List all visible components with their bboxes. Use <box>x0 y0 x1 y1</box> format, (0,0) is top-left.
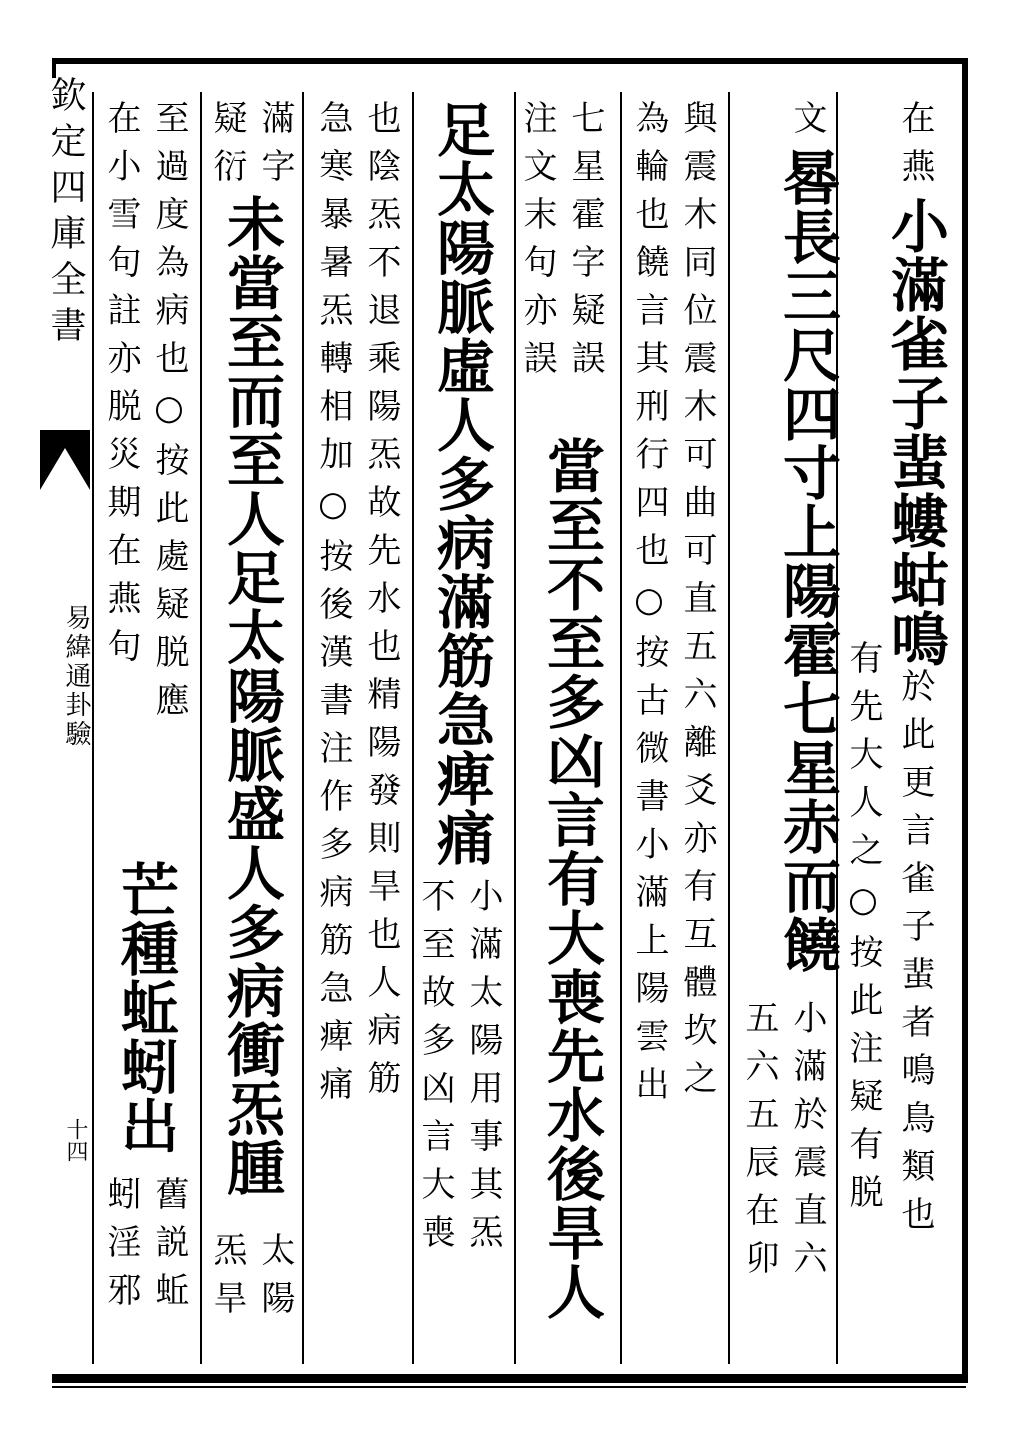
text-column <box>843 640 883 1222</box>
bottom-rule <box>52 1386 966 1388</box>
text-column <box>629 100 669 1114</box>
text-column <box>881 100 949 1244</box>
text-column <box>101 100 141 676</box>
annotation-text: 為輪也饒言其刑行四也○按古微書小滿上陽雲出 <box>629 100 669 1114</box>
annotation-text: 於此更言雀子蜚者鳴鳥類也 <box>895 668 935 1244</box>
text-column <box>255 100 295 196</box>
frame-corner <box>52 58 56 78</box>
text-column <box>537 436 605 1321</box>
annotation-text: 滿字 <box>255 100 295 196</box>
text-column <box>207 1232 247 1328</box>
main-text: 芒種蚯蚓出 <box>111 860 179 1155</box>
text-column <box>773 100 841 974</box>
annotation-text: 與震木同位震木可曲可直五六離爻亦有互體坎之 <box>677 100 717 1108</box>
source-title: 易緯通卦驗 <box>61 604 91 749</box>
text-column <box>565 100 605 388</box>
column-rule <box>620 92 622 1364</box>
page-number: 十四 <box>63 1118 88 1162</box>
annotation-text: 注文末句亦誤 <box>517 100 557 388</box>
annotation-text: 舊説蚯 <box>149 1176 189 1320</box>
annotation-text: 文 <box>787 100 827 148</box>
right-rule <box>966 58 968 1383</box>
text-column <box>149 100 189 730</box>
annotation-text: 七星霍字疑誤 <box>565 100 605 388</box>
text-column <box>787 1000 827 1288</box>
annotation-text: 小滿太陽用事其炁 <box>463 878 503 1262</box>
text-column <box>517 100 557 388</box>
column-rule <box>514 92 516 1364</box>
text-column <box>677 100 717 1108</box>
column-rule <box>412 92 414 1364</box>
annotation-text: 五六五辰在卯 <box>739 1000 779 1288</box>
text-column <box>111 860 179 1155</box>
text-column <box>217 194 285 1197</box>
annotation-text: 有先大人之○按此注疑有脱 <box>843 640 883 1222</box>
text-column <box>255 1232 295 1328</box>
annotation-text: 小滿於震直六 <box>787 1000 827 1288</box>
main-text: 晷長三尺四寸上陽霍七星赤而饒 <box>773 148 841 974</box>
annotation-text: 疑衍 <box>207 100 247 196</box>
text-column <box>313 100 353 1114</box>
annotation-text: 不至故多凶言大喪 <box>415 878 455 1262</box>
annotation-text: 蚓淫邪 <box>101 1176 141 1320</box>
text-column <box>463 878 503 1262</box>
main-text: 足太陽脈虛人多病滿筋急痺痛 <box>427 100 495 867</box>
annotation-text: 在小雪句註亦脱災期在燕句 <box>101 100 141 676</box>
main-text: 未當至而至人足太陽脈盛人多病衝炁腫 <box>217 194 285 1197</box>
book-title: 欽定四庫全書 <box>45 76 86 352</box>
text-column <box>361 100 401 1108</box>
fishtail-mark <box>40 430 90 490</box>
text-column <box>101 1176 141 1320</box>
main-text: 當至不至多凶言有大喪先水後旱人 <box>537 436 605 1321</box>
column-rule <box>728 92 730 1364</box>
annotation-text: 炁旱 <box>207 1232 247 1328</box>
annotation-text: 在燕 <box>895 100 935 196</box>
text-column <box>427 100 495 867</box>
annotation-text: 太陽 <box>255 1232 295 1328</box>
column-rule <box>200 92 202 1364</box>
annotation-text: 也陰炁不退乘陽炁故先水也精陽發則旱也人病筋 <box>361 100 401 1108</box>
annotation-text: 至過度為病也○按此處疑脱應 <box>149 100 189 730</box>
main-text: 小滿雀子蜚螻蛄鳴 <box>881 196 949 668</box>
text-column <box>207 100 247 196</box>
text-column <box>415 878 455 1262</box>
column-rule <box>92 92 94 1364</box>
text-column <box>739 1000 779 1288</box>
column-rule <box>302 92 304 1364</box>
annotation-text: 急寒暴暑炁轉相加○按後漢書注作多病筋急痺痛 <box>313 100 353 1114</box>
text-column <box>149 1176 189 1320</box>
